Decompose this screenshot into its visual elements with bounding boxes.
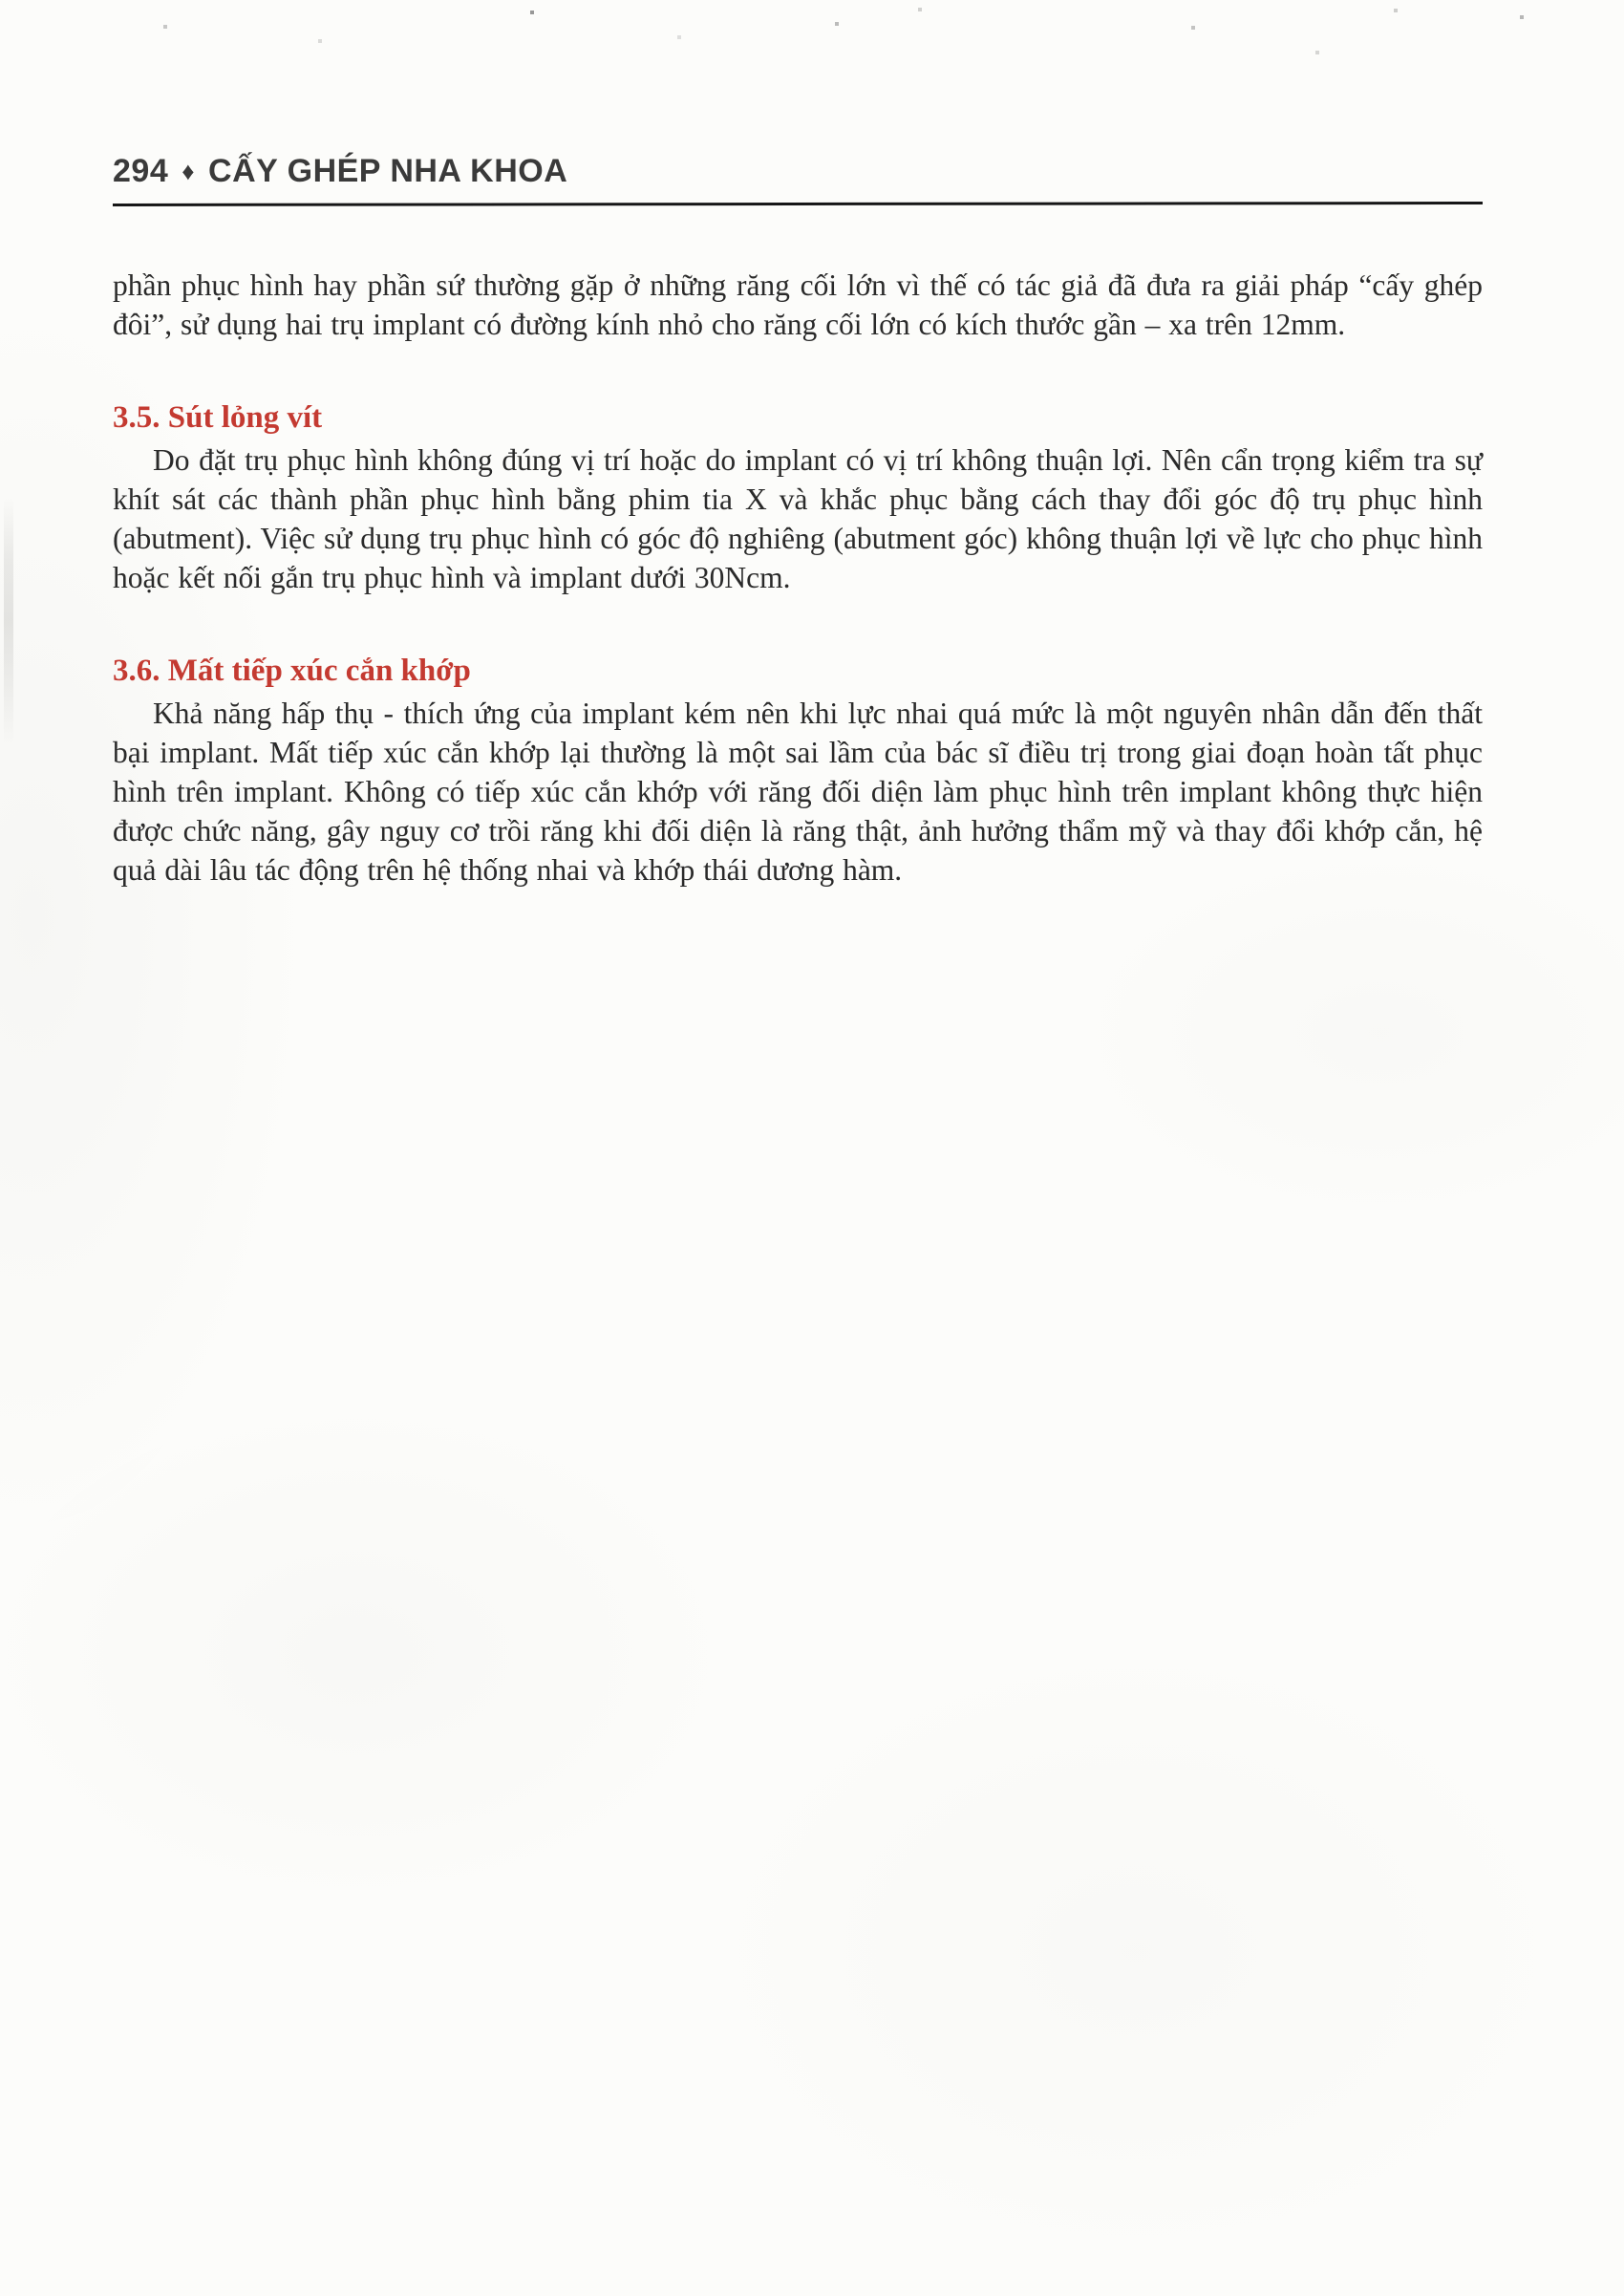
- page-number: 294: [113, 153, 169, 189]
- section-heading-3-6: 3.6. Mất tiếp xúc cắn khớp: [113, 654, 471, 688]
- section-paragraph-3-5: Do đặt trụ phục hình không đúng vị trí hoặc do implant có vị trí không thuận lợi. Nên cẩn trọng kiểm tra sự khít sát các thành phần phục hình bằng phim tia X và khắc phục bằng cách thay đổi góc độ trụ phục hình (abutment). Việc sử dụng trụ phục hình có góc độ nghiêng (abutment góc) không thuận lợi về lực cho phục hình hoặc kết nối gắn trụ phục hình và implant dưới 30Ncm.: [113, 443, 1483, 594]
- running-header: [113, 153, 1483, 190]
- scan-edge-smudge: [4, 497, 13, 745]
- page-content: [113, 153, 1483, 890]
- section-paragraph-3-6: Khả năng hấp thụ - thích ứng của implant kém nên khi lực nhai quá mức là một nguyên nhân dẫn đến thất bại implant. Mất tiếp xúc cắn khớp lại thường là một sai lầm của bác sĩ điều trị trong giai đoạn hoàn tất phục hình trên implant. Không có tiếp xúc cắn khớp với răng đối diện làm phục hình trên implant không thực hiện được chức năng, gây nguy cơ trồi răng khi đối diện là răng thật, ảnh hưởng thẩm mỹ và thay đổi khớp cắn, hệ quả dài lâu tác động trên hệ thống nhai và khớp thái dương hàm.: [113, 697, 1483, 887]
- scan-noise-speckles: [0, 0, 2, 2]
- section-heading-3-5: 3.5. Sút lỏng vít: [113, 400, 323, 435]
- intro-paragraph: phần phục hình hay phần sứ thường gặp ở những răng cối lớn vì thế có tác giả đã đưa ra giải pháp “cấy ghép đôi”, sử dụng hai trụ implant có đường kính nhỏ cho răng cối lớn có kích thước gần – xa trên 12mm.: [113, 268, 1483, 341]
- header-rule: [113, 202, 1483, 206]
- book-title: CẤY GHÉP NHA KHOA: [208, 153, 568, 189]
- diamond-icon: ♦: [182, 157, 196, 185]
